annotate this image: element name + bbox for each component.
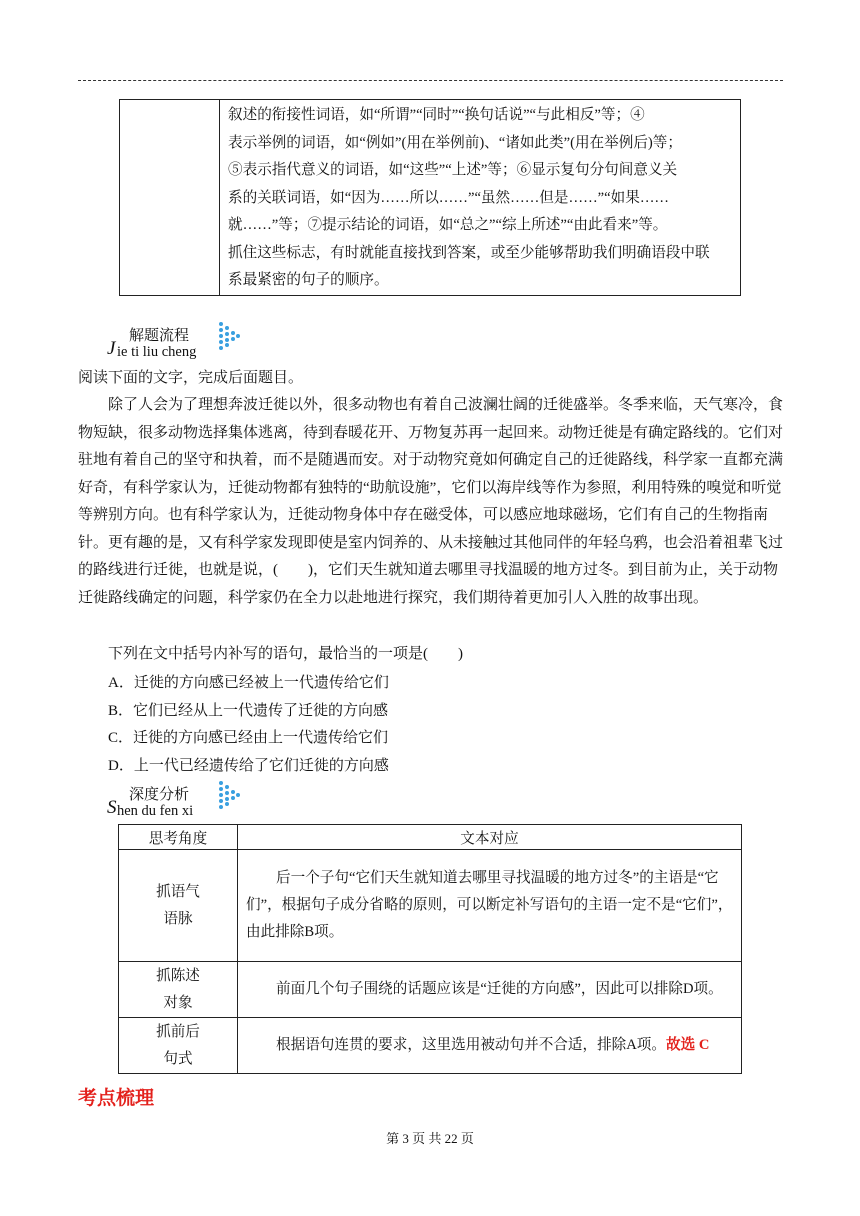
row-text: [238, 850, 742, 962]
section-initial-letter: J: [107, 338, 116, 359]
answer-highlight: 故选 C: [665, 1037, 710, 1053]
row-label: [119, 850, 238, 962]
section-pinyin: hen du fen xi: [117, 803, 194, 819]
continued-table: [119, 99, 741, 296]
table-line: 叙述的衔接性词语，如“所谓”“同时”“换句话说”“与此相反”等；④: [228, 107, 645, 123]
section-initial-letter: S: [107, 797, 117, 818]
row-label-line: 语脉: [163, 910, 193, 927]
row-label-line: 对象: [163, 994, 193, 1011]
row-label-line: 抓前后: [156, 1023, 200, 1040]
table-line: 抓住这些标志，有时就能直接找到答案，或至少能够帮助我们明确语段中联: [228, 244, 710, 261]
option-a: A．迁徙的方向感已经被上一代遗传给它们: [108, 675, 389, 691]
row-text: [238, 1018, 742, 1074]
row-label: [119, 962, 238, 1018]
row-label: [119, 1018, 238, 1074]
table-line: 表示举例的词语，如“例如”(用在举例前)、“诸如此类”(用在举例后)等；: [228, 134, 682, 151]
row-text-content: [246, 1032, 735, 1059]
section-title: 深度分析: [129, 787, 190, 803]
dotted-arrow-icon: [217, 320, 243, 354]
table-line: 就……”等；⑦提示结论的词语，如“总之”“综上所述”“由此看来”等。: [228, 217, 668, 233]
table-line: 系最紧密的句子的顺序。: [228, 272, 389, 288]
option-d: D．上一代已经遗传给了它们迁徙的方向感: [108, 758, 389, 774]
row-label-line: 抓陈述: [156, 967, 200, 984]
analysis-table: [118, 824, 742, 1074]
dotted-arrow-icon: [217, 779, 243, 813]
section-header-shendu: [107, 783, 307, 823]
header-dashed-line: [78, 80, 783, 81]
row-label-line: 句式: [163, 1050, 193, 1067]
reading-passage: 除了人会为了理想奔波迁徙以外，很多动物也有着自己波澜壮阔的迁徙盛举。冬季来临，天气寒冷，食物短缺，很多动物选择集体逃离，待到春暖花开、万物复苏再一起回来。动物迁徙是有确定路线的。它们对驻地有着自己的坚守和执着，而不是随遇而安。对于动物究竟如何确定自己的迁徙路线，科学家一直都充满好奇，有科学家认为，迁徙动物都有独特的“助航设施”，它们以海岸线等作为参照，利用特殊的嗅觉和听觉等辨别方向。也有科学家认为，迁徙动物身体中存在磁受体，可以感应地球磁场，它们有自己的生物指南针。更有趣的是，又有科学家发现即使是室内饲养的、从未接触过其他同伴的年轻乌鸦，也会沿着祖辈飞过的路线进行迁徙，也就是说，( )，它们天生就知道去哪里寻找温暖的地方过冬。到目前为止，关于动物迁徙路线确定的问题，科学家仍在全力以赴地进行探究，我们期待着更加引人入胜的故事出现。: [78, 397, 784, 606]
section-title: 解题流程: [129, 328, 190, 344]
table-line: ⑤表示指代意义的词语，如“这些”“上述”等；⑥显示复句分句间意义关: [228, 162, 678, 178]
table-row: [119, 850, 742, 962]
page-footer: 第 3 页 共 22 页: [386, 1131, 474, 1146]
option-c: C．迁徙的方向感已经由上一代遗传给它们: [108, 730, 389, 746]
row-label-line: 抓语气: [156, 883, 200, 900]
option-b: B．它们已经从上一代遗传了迁徙的方向感: [108, 703, 389, 719]
continued-table-text-cell: [220, 100, 740, 295]
section-title-kaodian: 考点梳理: [78, 1087, 155, 1109]
section-pinyin: ie ti liu cheng: [117, 344, 197, 360]
column-header: 思考角度: [119, 825, 238, 850]
instruction-text: 阅读下面的文字，完成后面题目。: [78, 370, 304, 386]
table-row: [119, 1018, 742, 1074]
table-header-row: [119, 825, 742, 850]
column-header: 文本对应: [238, 825, 742, 850]
continued-table-label-cell: [120, 100, 220, 295]
table-row: [119, 962, 742, 1018]
row-text-content: 根据语句连贯的要求，这里选用被动句并不合适，排除A项。: [276, 1037, 666, 1053]
table-line: 系的关联词语，如“因为……所以……”“虽然……但是……”“如果……: [228, 189, 670, 206]
section-header-jieti: [107, 324, 307, 364]
row-text-content: 前面几个句子围绕的话题应该是“迁徙的方向感”，因此可以排除D项。: [276, 981, 723, 997]
row-text: [238, 962, 742, 1018]
question-text: 下列在文中括号内补写的语句，最恰当的一项是( ): [108, 646, 463, 662]
row-text-content: 后一个子句“它们天生就知道去哪里寻找温暖的地方过冬”的主语是“它们”，根据句子成分省略的原则，可以断定补写语句的主语一定不是“它们”，由此排除B项。: [246, 870, 733, 940]
